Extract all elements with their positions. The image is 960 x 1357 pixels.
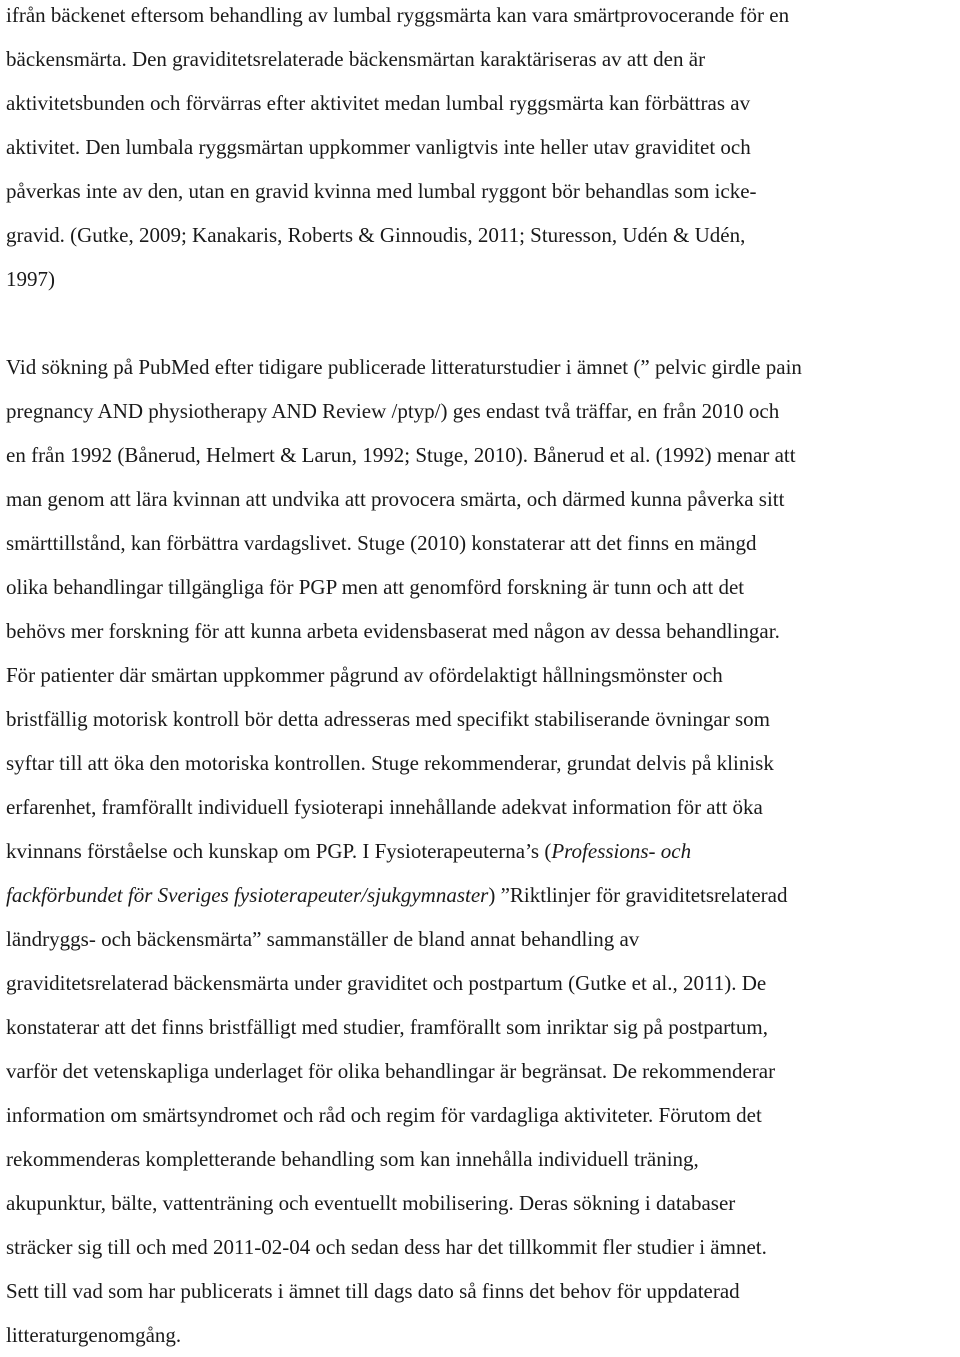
- text-line: sträcker sig till och med 2011-02-04 och sedan dess har det tillkommit fler studier i ämnet.: [6, 1235, 767, 1259]
- text-line: rekommenderas kompletterande behandling som kan innehålla individuell träning,: [6, 1147, 699, 1171]
- text-line: 1997): [6, 267, 55, 291]
- text-segment: kvinnans förståelse och kunskap om PGP. I Fysioterapeuterna’s (: [6, 839, 552, 863]
- text-line: graviditetsrelaterad bäckensmärta under graviditet och postpartum (Gutke et al., 2011). De: [6, 971, 767, 995]
- text-line: erfarenhet, framförallt individuell fysioterapi innehållande adekvat information för att öka: [6, 795, 763, 819]
- text-line: påverkas inte av den, utan en gravid kvinna med lumbal ryggont bör behandlas som icke-: [6, 179, 757, 203]
- text-line: Vid sökning på PubMed efter tidigare publicerade litteraturstudier i ämnet (” pelvic girdle pain: [6, 355, 802, 379]
- text-segment: ) ”Riktlinjer för graviditetsrelaterad: [488, 883, 788, 907]
- text-line: smärttillstånd, kan förbättra vardagslivet. Stuge (2010) konstaterar att det finns en mängd: [6, 531, 757, 555]
- text-line: aktivitetsbunden och förvärras efter aktivitet medan lumbal ryggsmärta kan förbättras av: [6, 91, 751, 115]
- text-line: akupunktur, bälte, vattenträning och eventuellt mobilisering. Deras sökning i databaser: [6, 1191, 736, 1215]
- text-line: litteraturgenomgång.: [6, 1323, 182, 1347]
- text-line: bäckensmärta. Den graviditetsrelaterade bäckensmärtan karaktäriseras av att den är: [6, 47, 706, 71]
- text-line: behövs mer forskning för att kunna arbeta evidensbaserat med någon av dessa behandlingar.: [6, 619, 780, 643]
- text-line: olika behandlingar tillgängliga för PGP men att genomförd forskning är tunn och att det: [6, 575, 745, 599]
- text-line: [6, 836, 691, 866]
- text-line: ifrån bäckenet eftersom behandling av lumbal ryggsmärta kan vara smärtprovocerande för en: [6, 3, 790, 27]
- italic-organization-name: fackförbundet för Sveriges fysioterapeuter/sjukgymnaster: [6, 883, 489, 907]
- text-line: aktivitet. Den lumbala ryggsmärtan uppkommer vanligtvis inte heller utav graviditet och: [6, 135, 751, 159]
- text-line: man genom att lära kvinnan att undvika att provocera smärta, och därmed kunna påverka sitt: [6, 487, 785, 511]
- text-line: information om smärtsyndromet och råd och regim för vardagliga aktiviteter. Förutom det: [6, 1103, 762, 1127]
- text-line: bristfällig motorisk kontroll bör detta adresseras med specifikt stabiliserande övningar som: [6, 707, 770, 731]
- text-line: varför det vetenskapliga underlaget för olika behandlingar är begränsat. De rekommenderar: [6, 1059, 776, 1083]
- text-line: Sett till vad som har publicerats i ämnet till dags dato så finns det behov för uppdaterad: [6, 1279, 740, 1303]
- text-line: [6, 880, 787, 910]
- text-line: ländryggs- och bäckensmärta” sammanställer de bland annat behandling av: [6, 927, 640, 951]
- italic-organization-name: Professions- och: [551, 839, 692, 863]
- text-line: För patienter där smärtan uppkommer pågrund av ofördelaktigt hållningsmönster och: [6, 663, 723, 687]
- text-line: syftar till att öka den motoriska kontrollen. Stuge rekommenderar, grundat delvis på klinisk: [6, 751, 774, 775]
- text-line: en från 1992 (Bånerud, Helmert & Larun, 1992; Stuge, 2010). Bånerud et al. (1992) menar att: [6, 443, 796, 467]
- text-line: pregnancy AND physiotherapy AND Review /ptyp/) ges endast två träffar, en från 2010 och: [6, 399, 780, 423]
- text-line: gravid. (Gutke, 2009; Kanakaris, Roberts & Ginnoudis, 2011; Sturesson, Udén & Udén,: [6, 223, 746, 247]
- text-line: konstaterar att det finns bristfälligt med studier, framförallt som inriktar sig på postpartum,: [6, 1015, 768, 1039]
